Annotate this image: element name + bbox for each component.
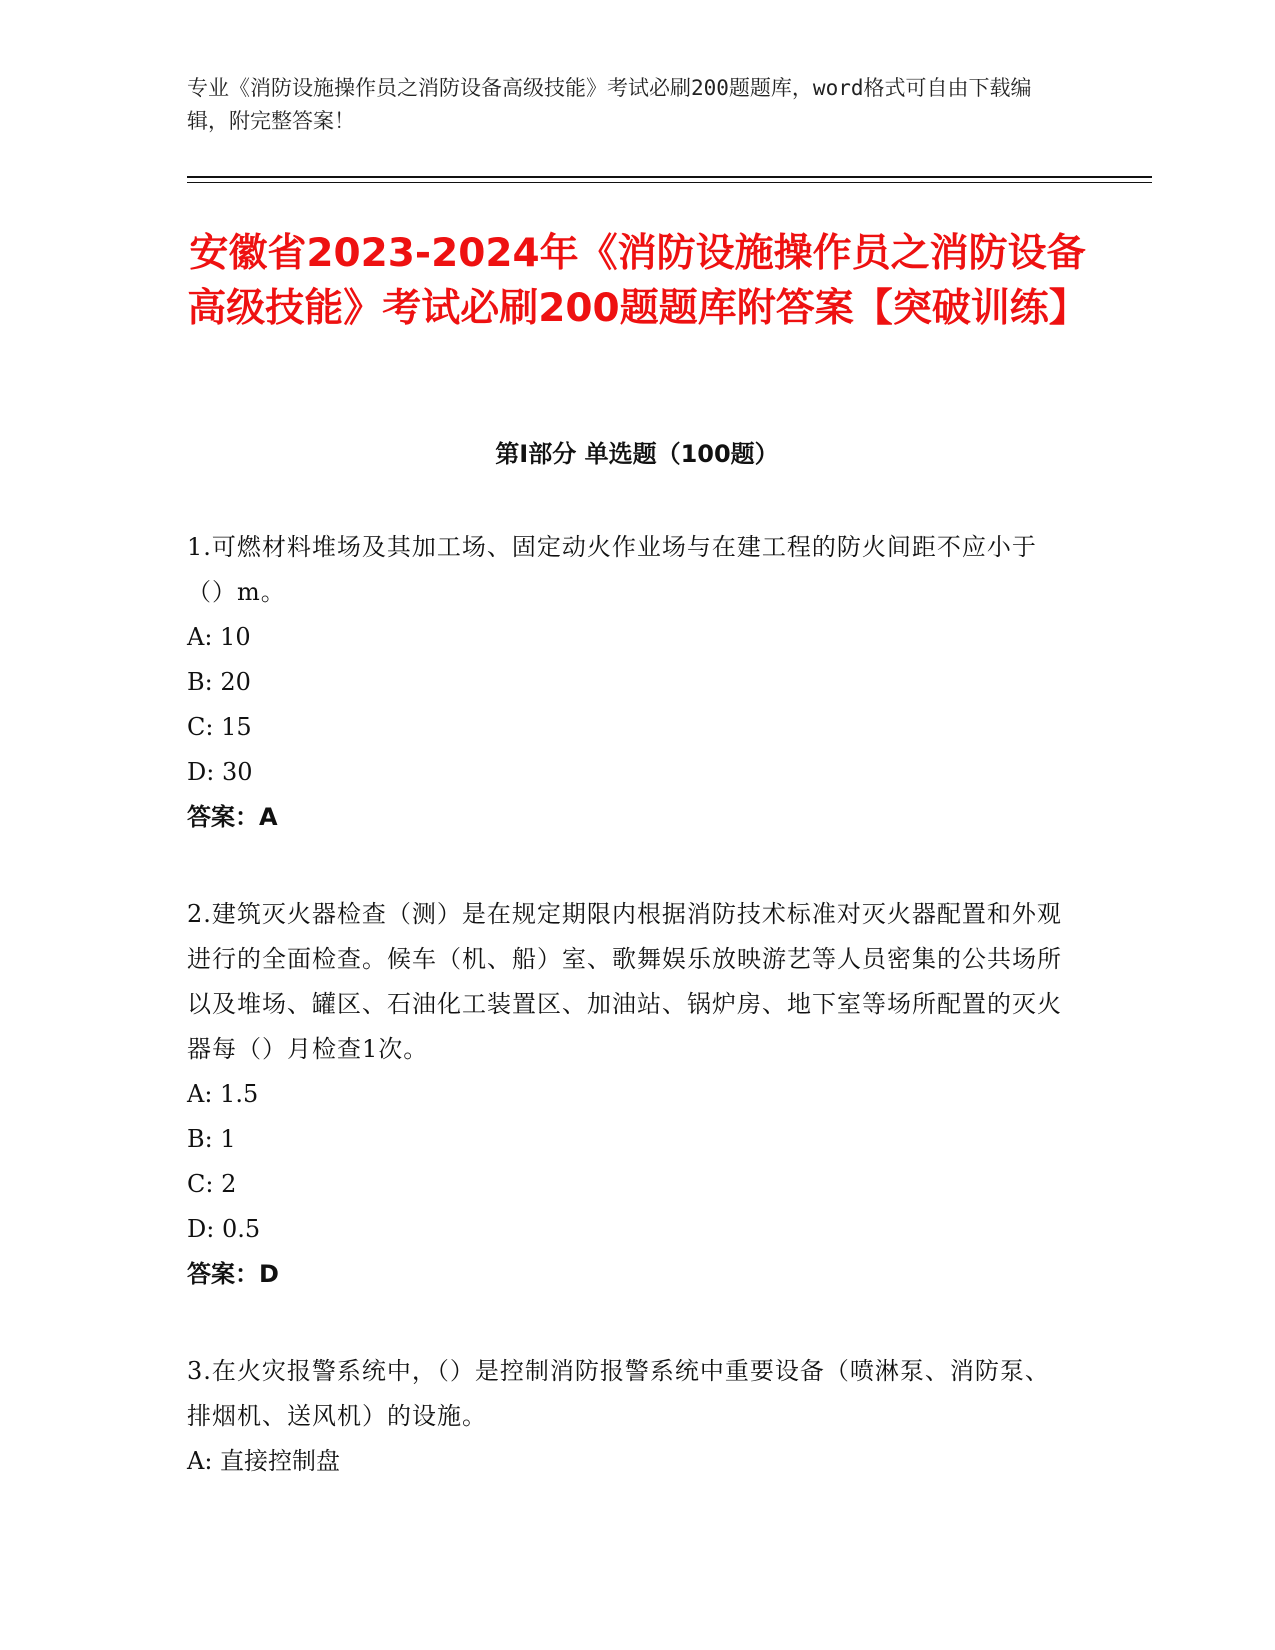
header-rule-thick <box>187 176 1152 178</box>
question-2 <box>187 892 1067 1297</box>
option-a: A: 1.5 <box>187 1080 259 1108</box>
option-a: A: 直接控制盘 <box>187 1447 341 1475</box>
question-stem: 1.可燃材料堆场及其加工场、固定动火作业场与在建工程的防火间距不应小于（）m。 <box>187 533 1037 606</box>
section-heading: 第Ⅰ部分 单选题（100题） <box>495 440 779 468</box>
header-note: 专业《消防设施操作员之消防设备高级技能》考试必刷200题题库，word格式可自由下载编辑，附完整答案！ <box>187 76 1032 133</box>
answer: 答案：A <box>187 803 278 831</box>
question-stem: 2.建筑灭火器检查（测）是在规定期限内根据消防技术标准对灭火器配置和外观进行的全面检查。候车（机、船）室、歌舞娱乐放映游艺等人员密集的公共场所以及堆场、罐区、石油化工装置区、加油站、锅炉房、地下室等场所配置的灭火器每（）月检查1次。 <box>187 900 1062 1063</box>
question-1 <box>187 525 1067 840</box>
option-d: D: 30 <box>187 758 253 786</box>
option-a: A: 10 <box>187 623 251 651</box>
option-d: D: 0.5 <box>187 1215 261 1243</box>
option-b: B: 1 <box>187 1125 236 1153</box>
question-list <box>187 525 1067 1536</box>
header-rule-thin <box>187 182 1152 183</box>
option-b: B: 20 <box>187 668 251 696</box>
option-c: C: 15 <box>187 713 252 741</box>
answer: 答案：D <box>187 1260 279 1288</box>
option-c: C: 2 <box>187 1170 237 1198</box>
question-3 <box>187 1349 1067 1484</box>
document-title: 安徽省2023-2024年《消防设施操作员之消防设备高级技能》考试必刷200题题库附答案【突破训练】 <box>187 231 1088 331</box>
question-stem: 3.在火灾报警系统中，（）是控制消防报警系统中重要设备（喷淋泵、消防泵、排烟机、送风机）的设施。 <box>187 1357 1050 1430</box>
